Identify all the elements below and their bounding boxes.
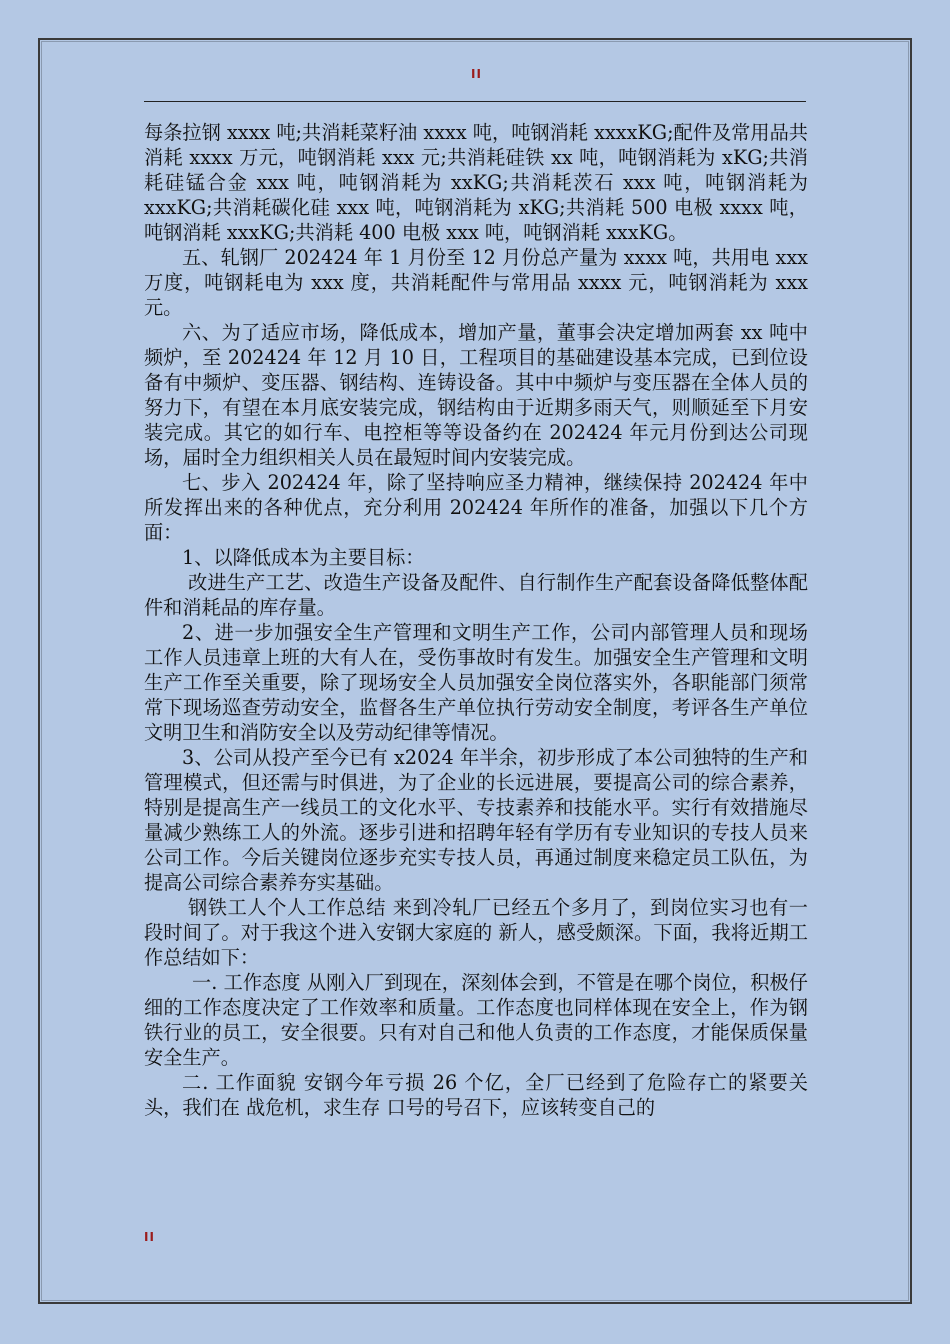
paragraph-item-1: 1、以降低成本为主要目标： xyxy=(182,546,425,569)
paragraph-section-7: 七、步入 202424 年，除了坚持响应圣力精神，继续保持 202424 年中所发挥出来的各种优点，充分利用 202424 年所作的准备，加强以下几个方面： xyxy=(144,471,808,544)
header-page-mark: II xyxy=(471,67,482,81)
header-rule xyxy=(144,101,806,102)
paragraph-work-attitude: 一. 工作态度 从刚入厂到现在，深刻体会到，不管是在哪个岗位，积极仔细的工作态度决定了工作效率和质量。工作态度也同样体现在安全上，作为钢铁行业的员工，安全很要。只有对自己和他人负责的工作态度，才能保质保量安全生产。 xyxy=(144,971,808,1069)
paragraph-item-1-body: 改进生产工艺、改造生产设备及配件、自行制作生产配套设备降低整体配件和消耗品的库存量。 xyxy=(144,571,808,619)
document-body xyxy=(144,120,808,1120)
paragraph-item-2: 2、进一步加强安全生产管理和文明生产工作，公司内部管理人员和现场工作人员违章上班的大有人在，受伤事故时有发生。加强安全生产管理和文明生产工作至关重要，除了现场安全人员加强安全岗位落实外，各职能部门须常常下现场巡查劳动安全，监督各生产单位执行劳动安全制度，考评各生产单位文明卫生和消防安全以及劳动纪律等情况。 xyxy=(144,621,808,744)
paragraph-section-6: 六、为了适应市场，降低成本，增加产量，董事会决定增加两套 xx 吨中频炉，至 202424 年 12 月 10 日，工程项目的基础建设基本完成，已到位设备有中频炉、变压器、钢结构、连铸设备。其中中频炉与变压器在全体人员的努力下，有望在本月底安装完成，钢结构由于近期多雨天气，则顺延至下月安装完成。其它的如行车、电控柜等等设备约在 202424 年元月份到达公司现场，届时全力组织相关人员在最短时间内安装完成。 xyxy=(144,321,808,469)
paragraph-summary-intro: 钢铁工人个人工作总结 来到冷轧厂已经五个多月了，到岗位实习也有一段时间了。对于我这个进入安钢大家庭的 新人，感受颇深。下面，我将近期工作总结如下： xyxy=(144,896,808,969)
paragraph-item-3: 3、公司从投产至今已有 x2024 年半余，初步形成了本公司独特的生产和管理模式，但还需与时俱进，为了企业的长远进展，要提高公司的综合素养，特别是提高生产一线员工的文化水平、专技素养和技能水平。实行有效措施尽量减少熟练工人的外流。逐步引进和招聘年轻有学历有专业知识的专技人员来公司工作。今后关键岗位逐步充实专技人员，再通过制度来稳定员工队伍，为提高公司综合素养夯实基础。 xyxy=(144,746,808,894)
paragraph-section-5: 五、轧钢厂 202424 年 1 月份至 12 月份总产量为 xxxx 吨，共用电 xxx 万度，吨钢耗电为 xxx 度，共消耗配件与常用品 xxxx 元，吨钢消耗为 xxx 元。 xyxy=(144,246,808,319)
paragraph-work-appearance: 二. 工作面貌 安钢今年亏损 26 个亿，全厂已经到了危险存亡的紧要关头，我们在 战危机，求生存 口号的号召下，应该转变自己的 xyxy=(144,1071,808,1119)
paragraph-consumption: 每条拉钢 xxxx 吨;共消耗菜籽油 xxxx 吨，吨钢消耗 xxxxKG;配件及常用品共消耗 xxxx 万元，吨钢消耗 xxx 元;共消耗硅铁 xx 吨，吨钢消耗为 xKG;共消耗硅锰合金 xxx 吨，吨钢消耗为 xxKG;共消耗茨石 xxx 吨，吨钢消耗为 xxxKG;共消耗碳化硅 xxx 吨，吨钢消耗为 xKG;共消耗 500 电极 xxxx 吨，吨钢消耗 xxxKG;共消耗 400 电极 xxx 吨，吨钢消耗 xxxKG。 xyxy=(144,121,808,244)
footer-page-mark: II xyxy=(144,1230,155,1244)
